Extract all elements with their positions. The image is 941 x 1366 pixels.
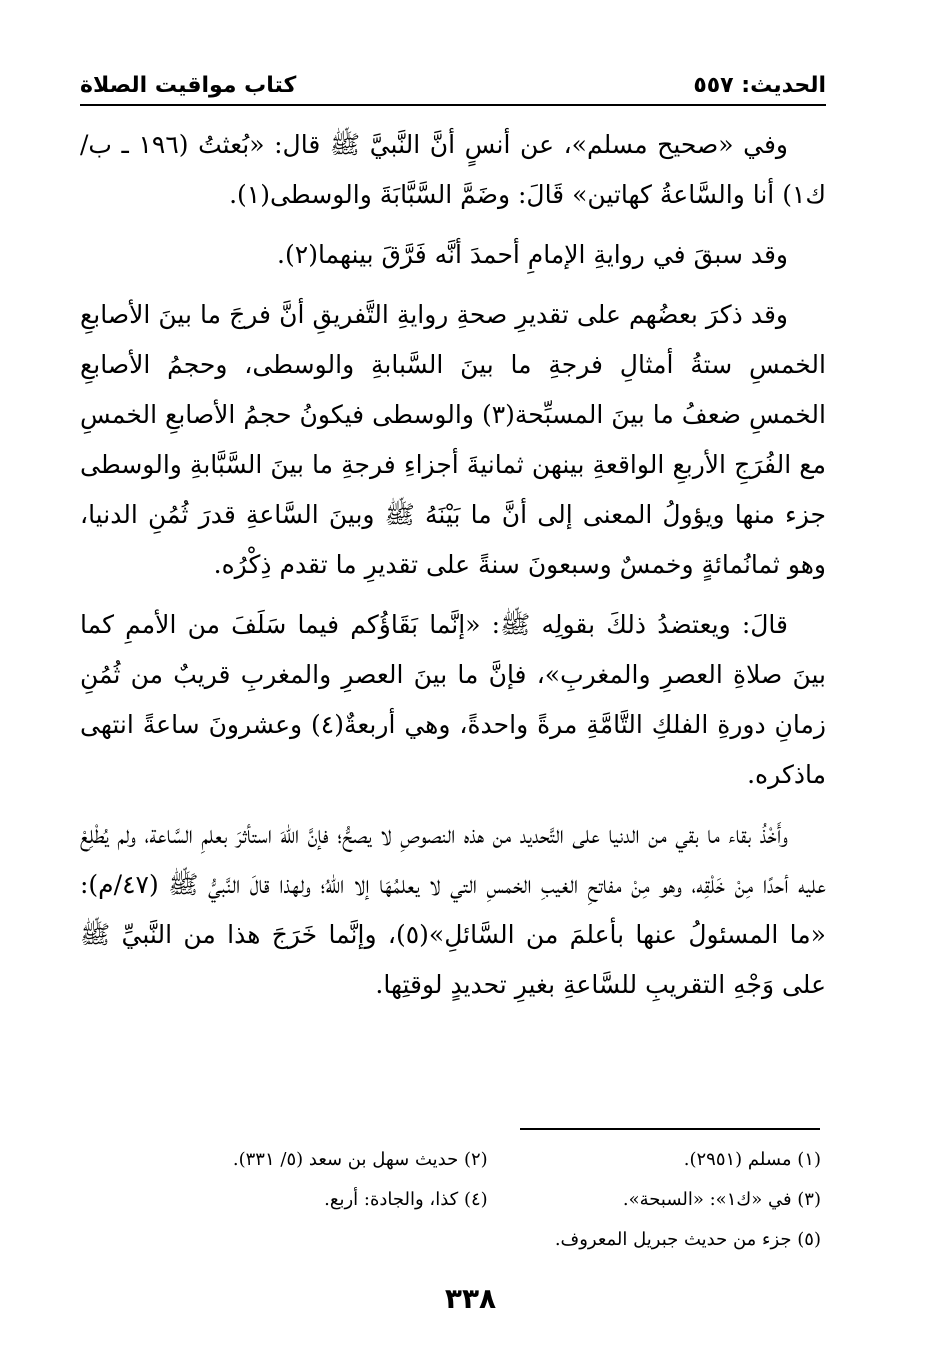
footnote-row: [180, 1140, 821, 1180]
paragraph: وقد سبقَ في روايةِ الإمامِ أحمدَ أنَّه فَرَّقَ بينهما(٢).: [277, 240, 788, 269]
footnote-3: (٣) في «ك١»: «السبحة».: [622, 1189, 821, 1210]
footnote-divider: [520, 1128, 820, 1130]
footnote-2: (٢) حديث سهل بن سعد (٥/ ٣٣١).: [232, 1149, 488, 1170]
footnote-5: (٥) جزء من حديث جبريل المعروف.: [554, 1229, 821, 1250]
header-hadith-number: الحديث: ٥٥٧: [693, 72, 826, 98]
paragraph: قالَ: ويعتضدُ ذلكَ بقولِه ﷺ: «إنَّما بَقَاؤُكم فيما سَلَفَ من الأممِ كما بينَ صلاةِ العصرِ والمغربِ»، فإنَّ ما بينَ العصرِ والمغربِ قريبٌ من ثُمُنِ زمانِ دورةِ الفلكِ التَّامَّةِ مرةً واحدةً، وهي أربعةٌ(٤) وعشرونَ ساعةً انتهى ماذكره.: [80, 610, 826, 789]
header-divider: [80, 104, 826, 106]
header-chapter-title: كتاب مواقيت الصلاة: [80, 72, 297, 98]
main-text: [80, 120, 826, 1020]
running-header: [80, 68, 826, 102]
paragraph: وفي «صحيح مسلم»، عن أنسٍ أنَّ النَّبيَّ ﷺ قال: «بُعثتُ (١٩٦ ـ ب/ك١) أنا والسَّاعةُ كهاتين» قَالَ: وضَمَّ السَّبَّابَةَ والوسطى(١).: [80, 130, 826, 209]
paragraph: وقد ذكرَ بعضُهم على تقديرِ صحةِ روايةِ التَّفريقِ أنَّ فرجَ ما بينَ الأصابعِ الخمسِ ستةُ أمثالِ فرجةِ ما بينَ السَّبابةِ والوسطى، وحجمُ الأصابعِ الخمسِ ضعفُ ما بينَ المسبِّحة(٣) والوسطى فيكونُ حجمُ الأصابعِ الخمسِ مع الفُرَجِ الأربعِ الواقعةِ بينهن ثمانيةَ أجزاءِ فرجةِ ما بينَ السَّبَّابةِ والوسطى جزء منها ويؤولُ المعنى إلى أنَّ ما بَيْنَهُ ﷺ وبينَ السَّاعةِ قدرَ ثُمُنِ الدنيا، وهو ثمانُمائةٍ وخمسٌ وسبعونَ سنةً على تقديرِ ما تقدم ذِكْرُه.: [80, 300, 826, 579]
footnote-row: [180, 1180, 821, 1220]
paragraph: وأَخْذُ بقاء ما بقي من الدنيا على التَّحديد من هذه النصوصِ لا يصحُّ؛ فإنَّ اللهَ استأثرَ بعلمِ السَّاعة، ولم يُطْلِعْ عليه أحدًا مِنْ خَلْقِه، وهو مِنْ مفاتحِ الغيبِ الخمسِ التي لا يعلمُهَا إلا اللهُ؛ ولهذا قالَ النَّبيُّ ﷺ (٤٧/م): «ما المسئولُ عنها بأعلمَ من السَّائلِ»(٥)، وإنَّما خَرَجَ هذا من النَّبيِّ ﷺ على وَجْهِ التقريبِ للسَّاعةِ بغيرِ تحديدٍ لوقتِها.: [80, 820, 826, 999]
footnote-4: (٤) كذا، والجادة: أربع.: [324, 1189, 488, 1210]
footnote-1: (١) مسلم (٢٩٥١).: [683, 1149, 821, 1170]
page-number: ٣٣٨: [444, 1282, 497, 1315]
footnotes: [180, 1140, 821, 1260]
footnote-row: [180, 1220, 821, 1260]
